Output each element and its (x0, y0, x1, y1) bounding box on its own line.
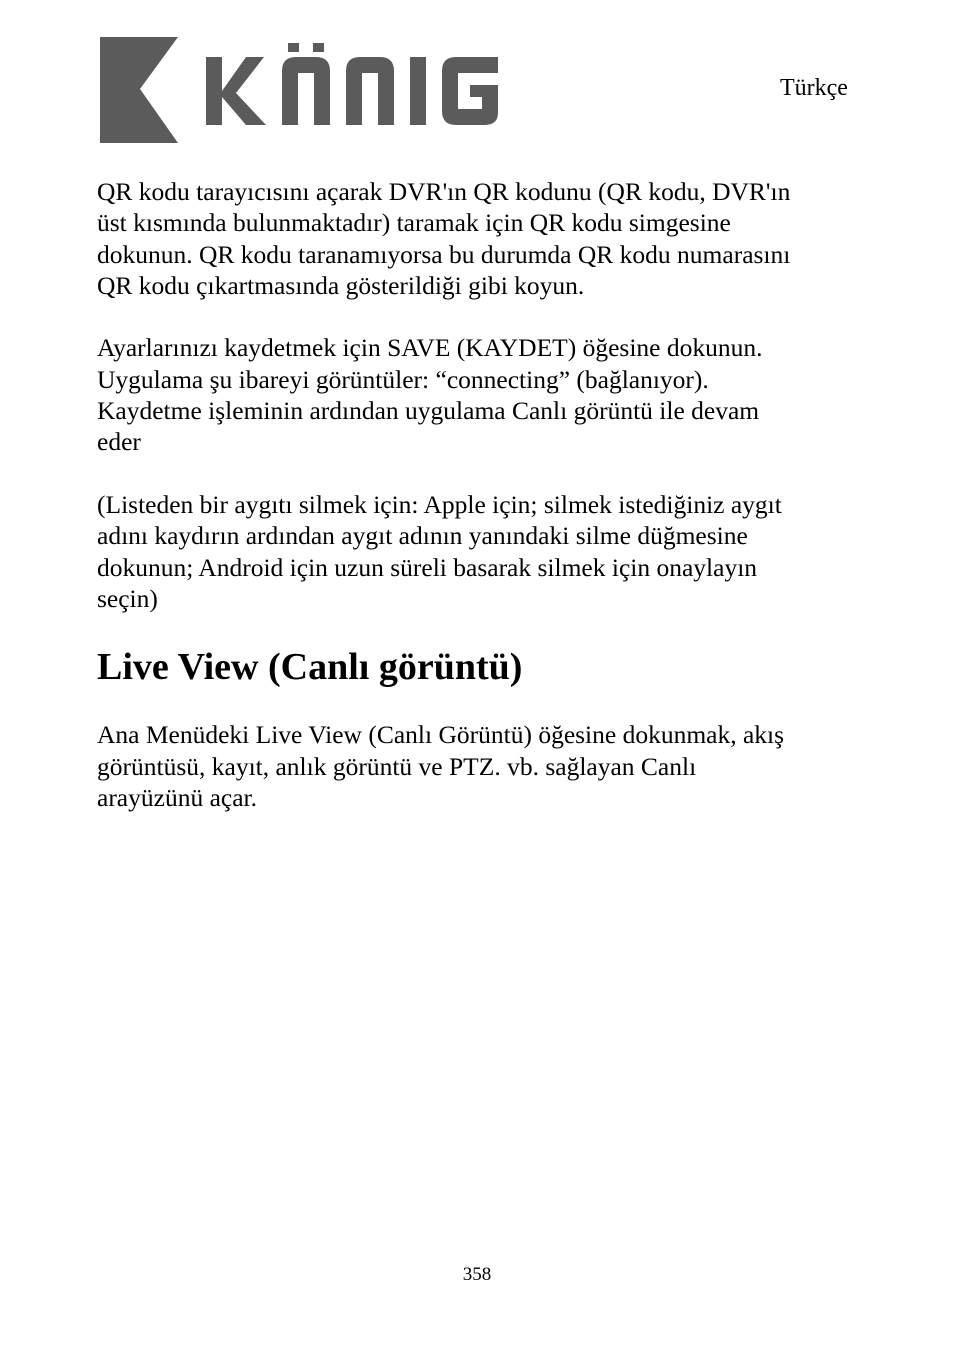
paragraph-delete-device (97, 489, 857, 614)
text-line: dokunun. QR kodu taranamıyorsa bu durumda QR kodu numarasını (97, 239, 791, 269)
text-line: Ana Menüdeki Live View (Canlı Görüntü) öğesine dokunmak, akış (97, 720, 785, 750)
text-line: Uygulama şu ibareyi görüntüler: “connecting” (bağlanıyor). (97, 364, 709, 394)
text-line: dokunun; Android için uzun süreli basarak silmek için onaylayın (97, 552, 758, 582)
language-label: Türkçe (780, 75, 848, 101)
paragraph-live-view (97, 719, 857, 813)
page-number: 358 (462, 1264, 492, 1285)
text-line: adını kaydırın ardından aygıt adının yanındaki silme düğmesine (97, 521, 748, 551)
text-line: seçin) (97, 583, 158, 613)
text-line: Ayarlarınızı kaydetmek için SAVE (KAYDET) öğesine dokunun. (97, 333, 763, 363)
text-line: üst kısmında bulunmaktadır) taramak için QR kodu simgesine (97, 208, 731, 238)
paragraph-save-settings (97, 332, 857, 457)
text-line: görüntüsü, kayıt, anlık görüntü ve PTZ. vb. sağlayan Canlı (97, 751, 697, 781)
section-heading-live-view: Live View (Canlı görüntü) (97, 646, 523, 689)
text-line: arayüzünü açar. (97, 783, 257, 813)
text-line: Kaydetme işleminin ardından uygulama Canlı görüntü ile devam (97, 396, 760, 426)
text-line: (Listeden bir aygıtı silmek için: Apple için; silmek istediğiniz aygıt (97, 489, 782, 519)
document-body (97, 176, 857, 845)
text-line: QR kodu tarayıcısını açarak DVR'ın QR kodunu (QR kodu, DVR'ın (97, 177, 791, 206)
paragraph-qr-scan (97, 176, 857, 301)
text-line: eder (97, 427, 141, 457)
text-line: QR kodu çıkartmasında gösterildiği gibi koyun. (97, 270, 585, 300)
konig-logo-icon (98, 33, 518, 145)
